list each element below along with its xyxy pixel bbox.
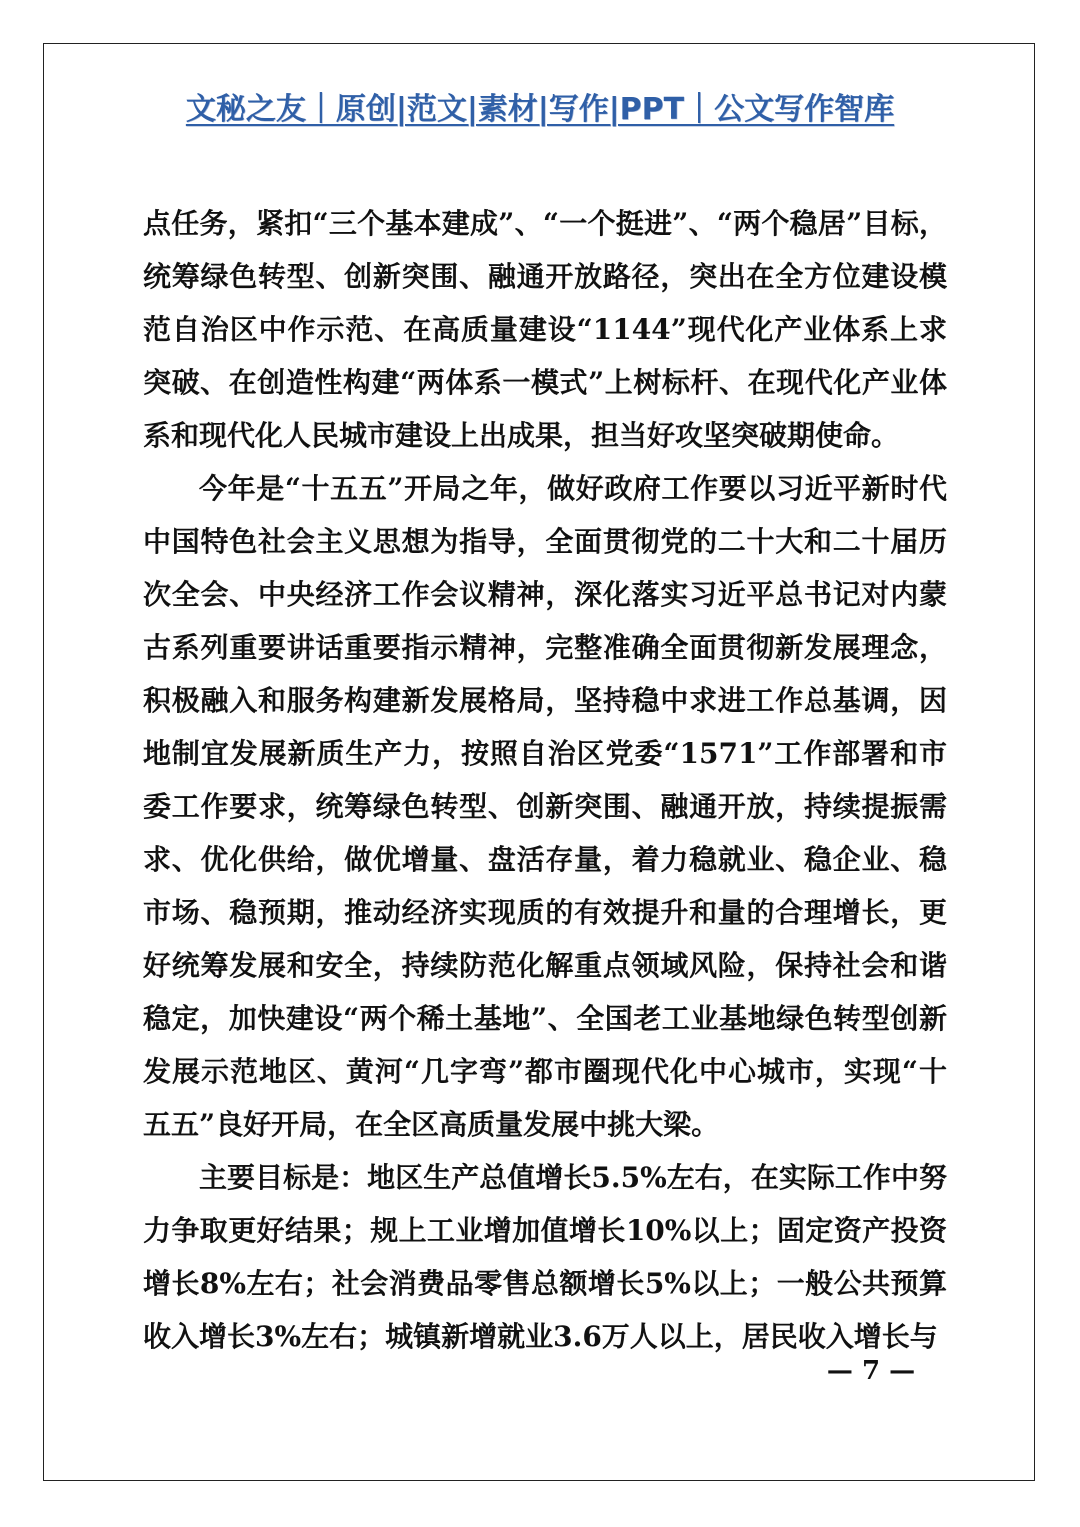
document-body (143, 197, 947, 1363)
paragraph-main-targets: 主要目标是：地区生产总值增长5.5%左右，在实际工作中努力争取更好结果；规上工业增加值增长10%以上；固定资产投资增长8%左右；社会消费品零售总额增长5%以上；一般公共预算收入增长3%左右；城镇新增就业3.6万人以上，居民收入增长与 (143, 1161, 947, 1353)
paragraph-guiding-principles: 今年是“十五五”开局之年，做好政府工作要以习近平新时代中国特色社会主义思想为指导，全面贯彻党的二十大和二十届历次全会、中央经济工作会议精神，深化落实习近平总书记对内蒙古系列重要讲话重要指示精神，完整准确全面贯彻新发展理念，积极融入和服务构建新发展格局，坚持稳中求进工作总基调，因地制宜发展新质生产力，按照自治区党委“1571”工作部署和市委工作要求，统筹绿色转型、创新突围、融通开放，持续提振需求、优化供给，做优增量、盘活存量，着力稳就业、稳企业、稳市场、稳预期，推动经济实现质的有效提升和量的合理增长，更好统筹发展和安全，持续防范化解重点领域风险，保持社会和谐稳定，加快建设“两个稀土基地”、全国老工业基地绿色转型创新发展示范地区、黄河“几字弯”都市圈现代化中心城市，实现“十五五”良好开局，在全区高质量发展中挑大梁。 (143, 472, 947, 1141)
header-banner[interactable]: 文秘之友｜原创|范文|素材|写作|PPT｜公文写作智库 (185, 92, 895, 127)
page-number: — 7 — (826, 1356, 916, 1386)
paragraph-continuation: 点任务，紧扣“三个基本建成”、“一个挺进”、“两个稳居”目标，统筹绿色转型、创新突围、融通开放路径，突出在全方位建设模范自治区中作示范、在高质量建设“1144”现代化产业体系上求突破、在创造性构建“两体系一模式”上树标杆、在现代化产业体系和现代化人民城市建设上出成果，担当好攻坚突破期使命。 (143, 207, 947, 452)
